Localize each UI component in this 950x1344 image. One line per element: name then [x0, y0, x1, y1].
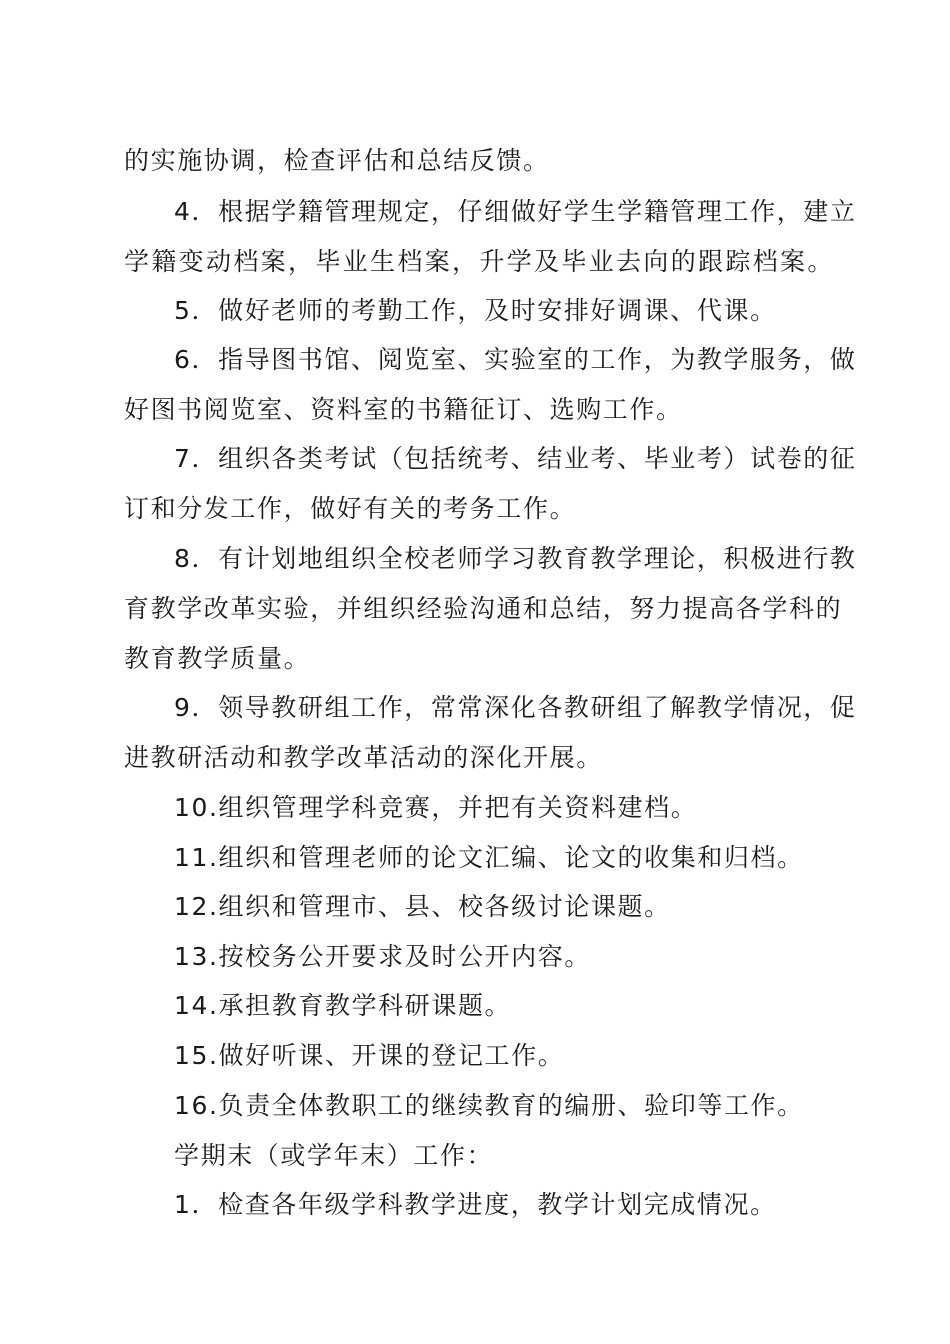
text-line: 16.负责全体教职工的继续教育的编册、验印等工作。	[174, 1091, 804, 1120]
text-line: 10.组织管理学科竞赛，并把有关资料建档。	[174, 793, 698, 822]
text-line: 1．检查各年级学科教学进度，教学计划完成情况。	[174, 1190, 777, 1219]
text-line: 6．指导图书馆、阅览室、实验室的工作，为教学服务，做	[174, 345, 857, 374]
text-line: 教育教学质量。	[124, 644, 311, 673]
text-line: 15.做好听课、开课的登记工作。	[174, 1041, 565, 1070]
text-line: 14.承担教育教学科研课题。	[174, 991, 512, 1020]
text-line: 5．做好老师的考勤工作，及时安排好调课、代课。	[174, 296, 777, 325]
text-line: 4．根据学籍管理规定，仔细做好学生学籍管理工作，建立	[174, 197, 857, 226]
text-line: 育教学改革实验，并组织经验沟通和总结，努力提高各学科的	[124, 594, 843, 623]
text-line: 11.组织和管理老师的论文汇编、论文的收集和归档。	[174, 843, 804, 872]
text-line: 学期末（或学年末）工作：	[174, 1141, 494, 1170]
text-line: 订和分发工作，做好有关的考务工作。	[124, 494, 577, 523]
text-line: 好图书阅览室、资料室的书籍征订、选购工作。	[124, 395, 683, 424]
text-line: 13.按校务公开要求及时公开内容。	[174, 942, 591, 971]
text-line: 学籍变动档案，毕业生档案，升学及毕业去向的跟踪档案。	[124, 247, 834, 276]
text-line: 8．有计划地组织全校老师学习教育教学理论，积极进行教	[174, 544, 857, 573]
text-line: 9．领导教研组工作，常常深化各教研组了解教学情况，促	[174, 693, 857, 722]
text-line: 7．组织各类考试（包括统考、结业考、毕业考）试卷的征	[174, 444, 857, 473]
text-line: 进教研活动和教学改革活动的深化开展。	[124, 743, 603, 772]
text-line: 的实施协调，检查评估和总结反馈。	[124, 146, 550, 175]
text-line: 12.组织和管理市、县、校各级讨论课题。	[174, 892, 671, 921]
